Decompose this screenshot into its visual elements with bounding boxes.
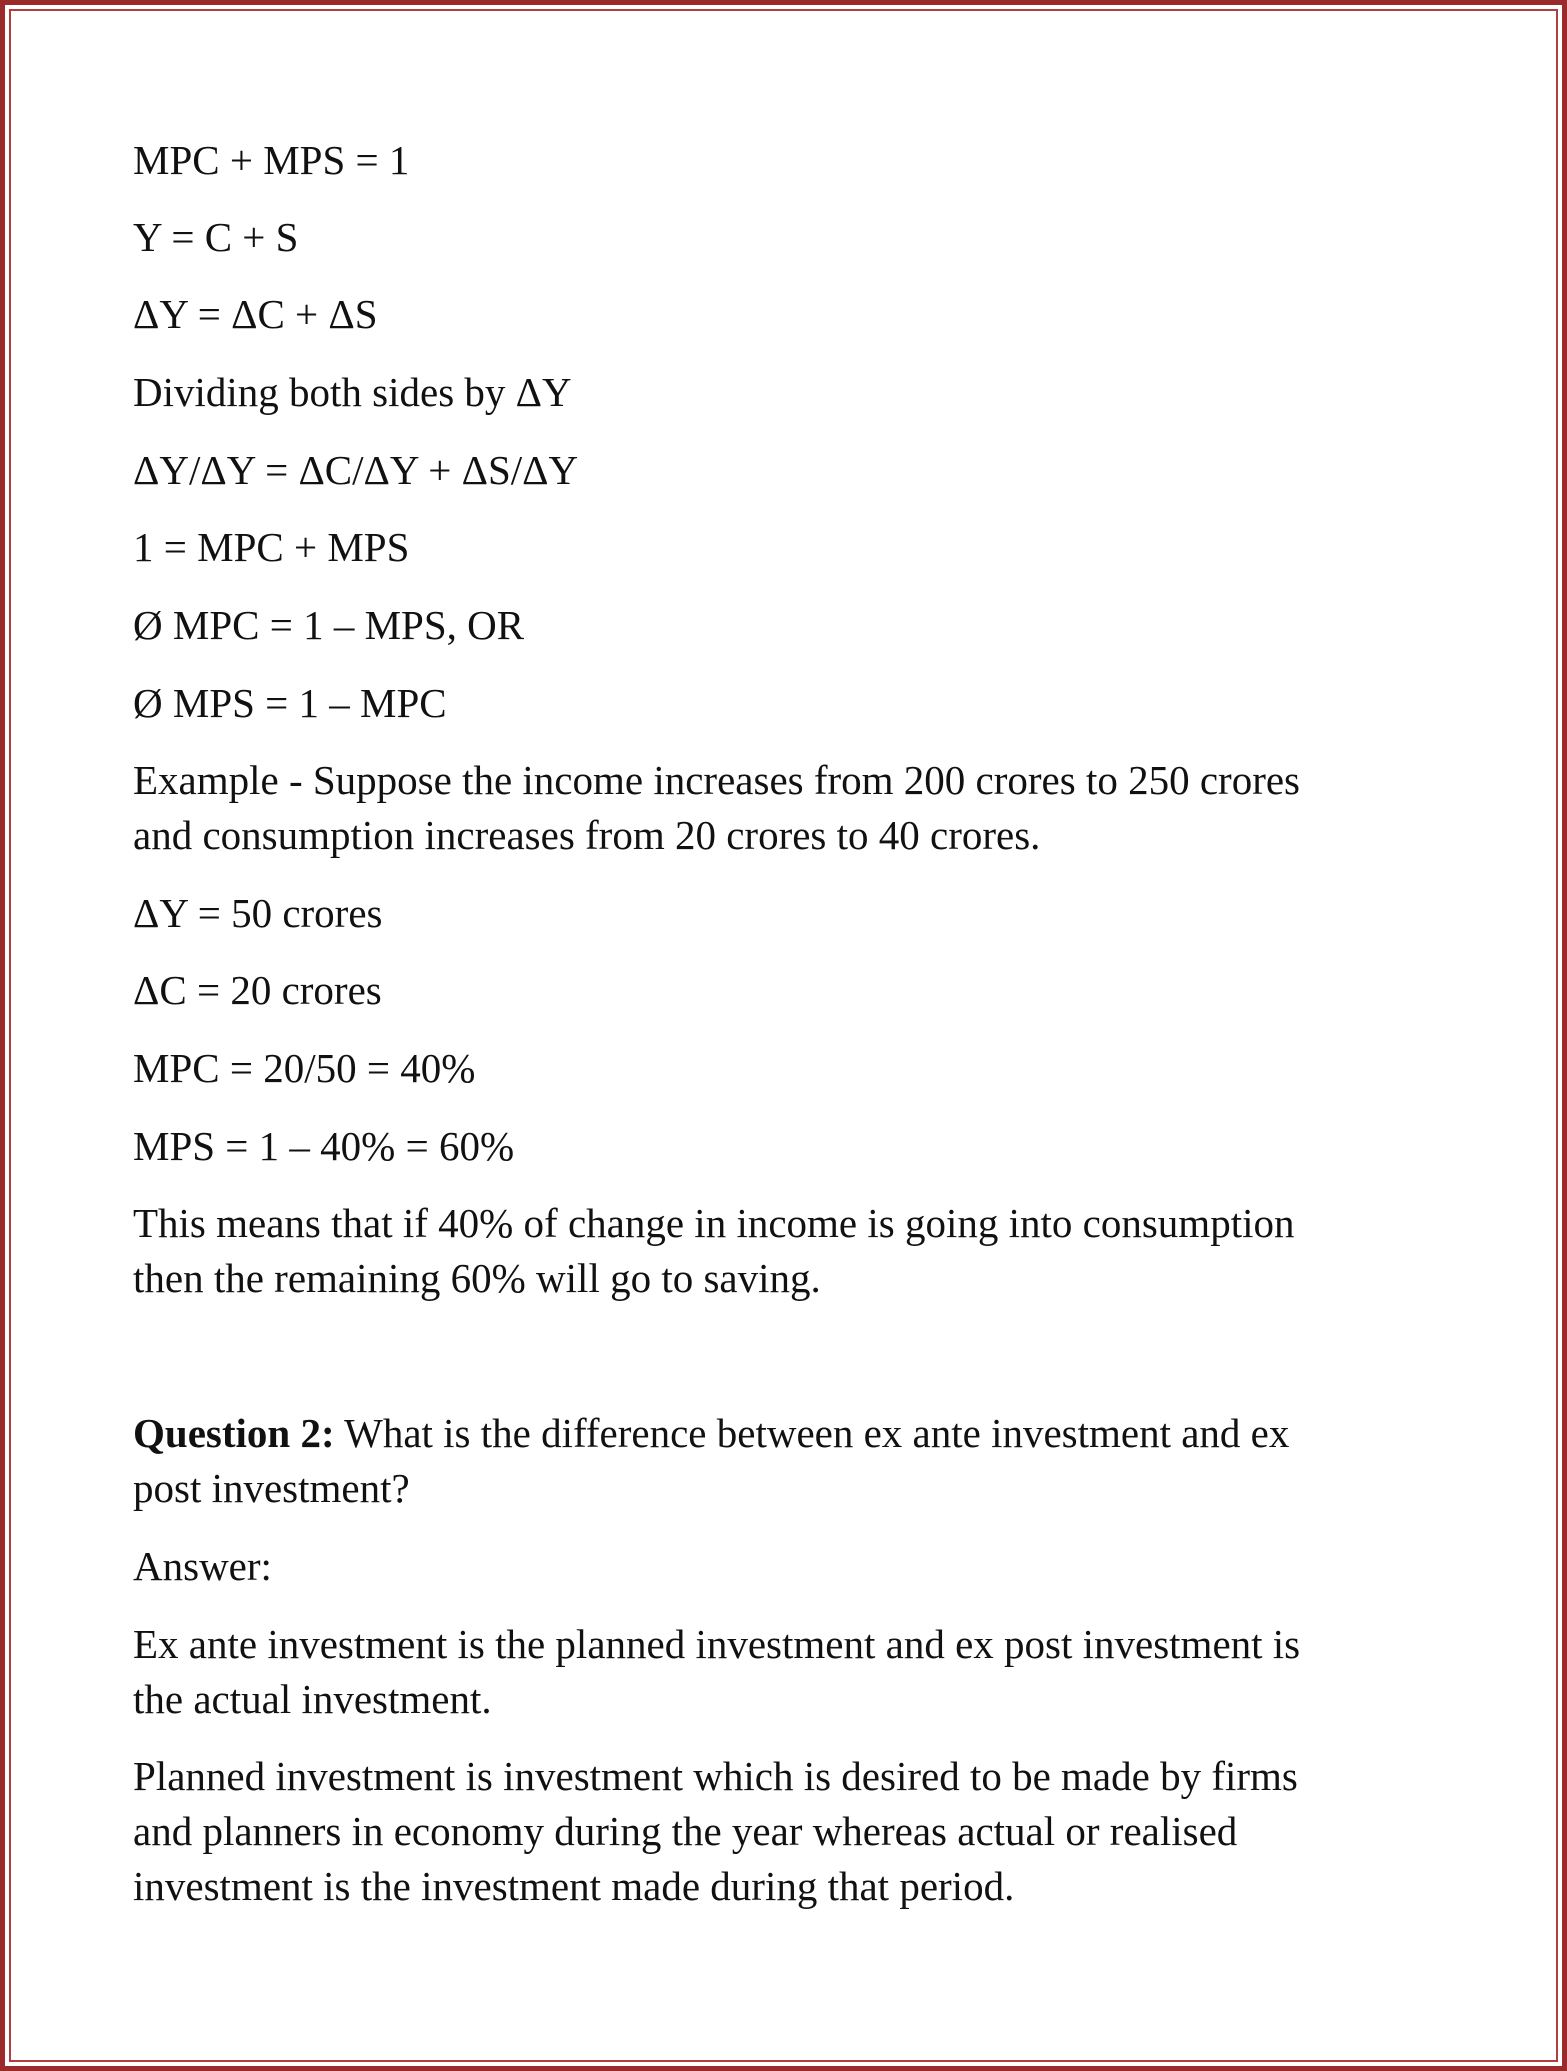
answer-para-1-line-1: Ex ante investment is the planned investment and ex post investment is xyxy=(133,1621,1301,1667)
example-delta-y: ΔY = 50 crores xyxy=(133,890,383,936)
example-meaning-line-2: then the remaining 60% will go to saving. xyxy=(133,1255,821,1301)
example-delta-c: ΔC = 20 crores xyxy=(133,967,382,1013)
equation-income: Y = C + S xyxy=(133,214,299,260)
dividing-note: Dividing both sides by ΔY xyxy=(133,369,572,415)
example-intro-line-1: Example - Suppose the income increases from 200 crores to 250 crores xyxy=(133,757,1300,803)
answer-para-2-line-3: investment is the investment made during that period. xyxy=(133,1863,1015,1909)
example-mpc: MPC = 20/50 = 40% xyxy=(133,1045,476,1091)
equation-sum: 1 = MPC + MPS xyxy=(133,524,410,570)
equation-delta-income: ΔY = ΔC + ΔS xyxy=(133,291,378,337)
example-mps: MPS = 1 – 40% = 60% xyxy=(133,1123,515,1169)
answer-para-1-line-2: the actual investment. xyxy=(133,1676,492,1722)
answer-label: Answer: xyxy=(133,1543,272,1589)
answer-para-2-line-2: and planners in economy during the year whereas actual or realised xyxy=(133,1808,1238,1854)
question-heading-line-1 xyxy=(133,1406,1289,1461)
question-heading-line-2: post investment? xyxy=(133,1465,410,1511)
answer-para-2-line-1: Planned investment is investment which is desired to be made by firms xyxy=(133,1753,1298,1799)
example-meaning-line-1: This means that if 40% of change in income is going into consumption xyxy=(133,1200,1295,1246)
question-label: Question 2: xyxy=(133,1410,335,1456)
equation-mpc-derived: Ø MPC = 1 – MPS, OR xyxy=(133,602,525,648)
equation-mps-derived: Ø MPS = 1 – MPC xyxy=(133,680,447,726)
equation-ratio: ΔY/ΔY = ΔC/ΔY + ΔS/ΔY xyxy=(133,447,579,493)
equation-mpc-mps: MPC + MPS = 1 xyxy=(133,137,410,183)
question-text: What is the difference between ex ante investment and ex xyxy=(334,1410,1290,1456)
example-intro-line-2: and consumption increases from 20 crores to 40 crores. xyxy=(133,812,1041,858)
